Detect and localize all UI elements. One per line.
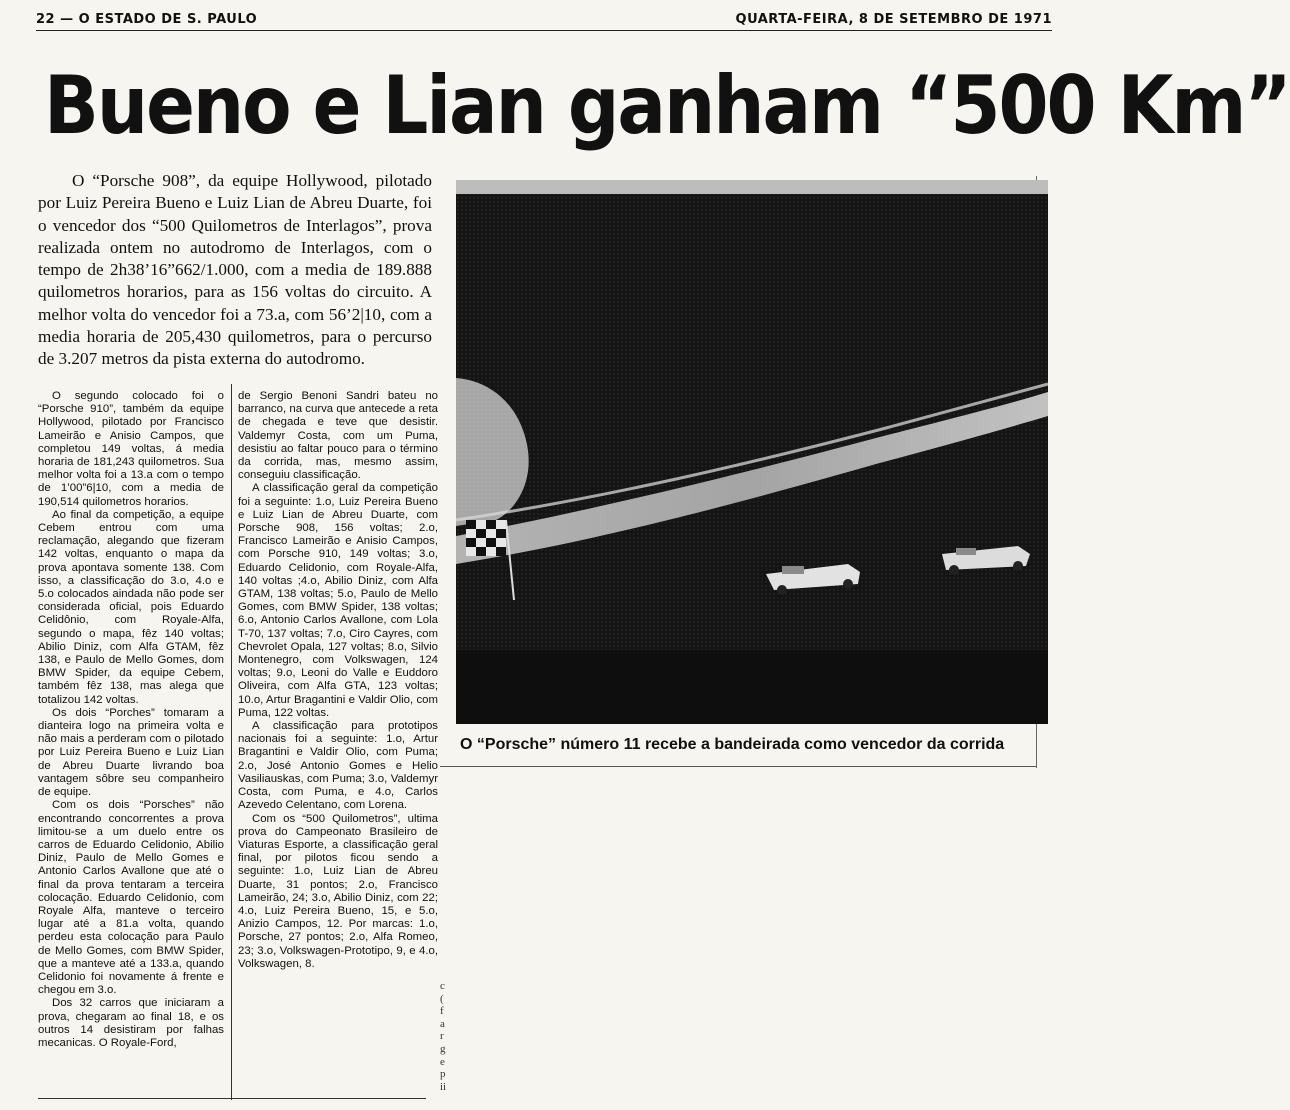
column-paragraph: Dos 32 carros que iniciaram a prova, chegaram ao final 18, e os outros 14 desistiram por falhas mecanicas. O Royale-Ford, (38, 997, 224, 1049)
margin-letter: ( (440, 992, 444, 1005)
article-column-2 (238, 390, 438, 971)
header-rule (36, 30, 1052, 31)
column-paragraph: Ao final da competição, a equipe Cebem entrou com uma reclamação, alegando que fizeram 142 voltas, enquanto o mapa da prova apontava somente 138. Com isso, a classificação do 3.o, 4.o e 5.o colocados aindada não pode ser considerada oficial, pois Eduardo Celidônio, com Royale-Alfa, segundo o mapa, fêz 140 voltas; Abilio Diniz, com Alfa GTAM, fêz 138, e Paulo de Mello Gomes, dom BMW Spider, da equipe Cebem, também fêz 138, mas alega que totalizou 142 voltas. (38, 508, 224, 706)
margin-letter: a (440, 1017, 445, 1030)
margin-letter: p (440, 1068, 446, 1081)
margin-letter: r (440, 1030, 444, 1043)
photo-caption: O “Porsche” número 11 recebe a bandeirada como vencedor da corrida (460, 736, 1005, 753)
footer-rule (38, 1098, 426, 1099)
article-headline: Bueno e Lian ganham “500 Km” (44, 59, 1290, 152)
article-lead-paragraph: O “Porsche 908”, da equipe Hollywood, pilotado por Luiz Pereira Bueno e Luiz Lian de Abreu Duarte, foi o vencedor dos “500 Quilometros de Interlagos”, prova realizada ontem no autodromo de Interlagos, com o tempo de 2h38’16”662/1.000, com a media de 189.888 quilometros horarios, para as 156 voltas do circuito. A melhor volta do vencedor foi a 73.a, com 56’2|10, com a media horaria de 205,430 quilometros, para o percurso de 3.207 metros da pista externa do autodromo. (38, 171, 432, 369)
column-paragraph: Com os “500 Quilometros”, ultima prova do Campeonato Brasileiro de Viaturas Esporte, a classificação geral final, por pilotos ficou sendo a seguinte: 1.o, Luiz Lian de Abreu Duarte, 31 pontos; 2.o, Francisco Lameirão, 24; 3.o, Abilio Diniz, com 22; 4.o, Luiz Pereira Bueno, 15, e 5.o, Anizio Campos, 12. Por marcas: 1.o, Porsche, 27 pontos; 2.o, Alfa Romeo, 23; 3.o, Volkswagen-Prototipo, 9, e 4.o, Volkswagen, 8. (238, 812, 438, 970)
margin-letter: f (440, 1005, 444, 1018)
page-header (36, 8, 1052, 30)
margin-letter: e (440, 1055, 445, 1068)
column-paragraph: A classificação para prototipos nacionais foi a seguinte: 1.o, Artur Bragantini e Valdir Olio, com Puma; 2.o, José Antonio Gomes e Helio Vasiliauskas, com Puma; 3.o, Valdemyr Costa, com Puma, e 4.o, Carlos Azevedo Celentano, com Lorena. (238, 720, 438, 812)
margin-letter: g (440, 1042, 446, 1055)
margin-letter: c (440, 980, 445, 992)
column-paragraph: Com os dois “Porsches” não encontrando concorrentes a prova limitou-se a um duelo entre os carros de Eduardo Celidonio, Abilio Diniz, Paulo de Mello Gomes e Antonio Carlos Avallone que até o final da prova tentaram a terceira colocação. Eduardo Celidonio, com Royale Alfa, manteve o terceiro lugar até a 81.a volta, quando perdeu esta colocação para Paulo de Mello Gomes, com BMW Spider, que a manteve até a 133.a, quando Celidonio foi novamente á frente e chegou em 3.o. (38, 799, 224, 997)
column-paragraph: O segundo colocado foi o “Porsche 910”, também da equipe Hollywood, pilotado por Francisco Lameirão e Anisio Campos, que completou 149 voltas, á media horaria de 181,243 quilometros. Sua melhor volta foi a 13.a com o tempo de 1’00”6|10, com a media de 190,514 quilometros horarios. (38, 390, 224, 508)
race-photo-image (456, 180, 1048, 724)
caption-rule (440, 766, 1036, 767)
issue-date: QUARTA-FEIRA, 8 DE SETEMBRO DE 1971 (735, 12, 1052, 27)
column-paragraph: A classificação geral da competição foi a seguinte: 1.o, Luiz Pereira Bueno e Luiz Lian de Abreu Duarte, com Porsche 908, 156 voltas; 2.o, Francisco Lameirão e Anisio Campos, com Porsche 910, 149 voltas; 3.o, Eduardo Celidonio, com Royale-Alfa, 140 voltas ;4.o, Abilio Diniz, com Alfa GTAM, 138 voltas; 5.o, Paulo de Mello Gomes, com BMW Spider, 138 voltas; 6.o, Antonio Carlos Avallone, com Lola T-70, 137 voltas; 7.o, Ciro Cayres, com Chevrolet Opala, 127 voltas; 8.o, Silvio Montenegro, com Volkswagen, 124 voltas; 9.o, Leoni do Valle e Euddoro Oliveira, com Alfa GTA, 123 voltas; 10.o, Artur Bragantini e Valdir Olio, com Puma, 122 voltas. (238, 482, 438, 719)
page-number-newspaper-name: 22 — O ESTADO DE S. PAULO (36, 12, 258, 27)
adjacent-column-fragment (440, 980, 450, 1093)
race-photo (456, 180, 1048, 724)
margin-letter: ii (440, 1080, 447, 1093)
article-column-1 (38, 390, 224, 1050)
column-paragraph: de Sergio Benoni Sandri bateu no barranco, na curva que antecede a reta de chegada e teve que desistir. Valdemyr Costa, com um Puma, desistiu ao faltar pouco para o término da corrida, mas, mesmo assim, conseguiu classificação. (238, 390, 438, 482)
column-divider (231, 384, 232, 1100)
column-paragraph: Os dois “Porches” tomaram a dianteira logo na primeira volta e não mais a perderam com o pilotado por Luiz Pereira Bueno e Luiz Lian de Abreu Duarte livrando boa vantagem sôbre seu companheiro de equipe. (38, 706, 224, 799)
